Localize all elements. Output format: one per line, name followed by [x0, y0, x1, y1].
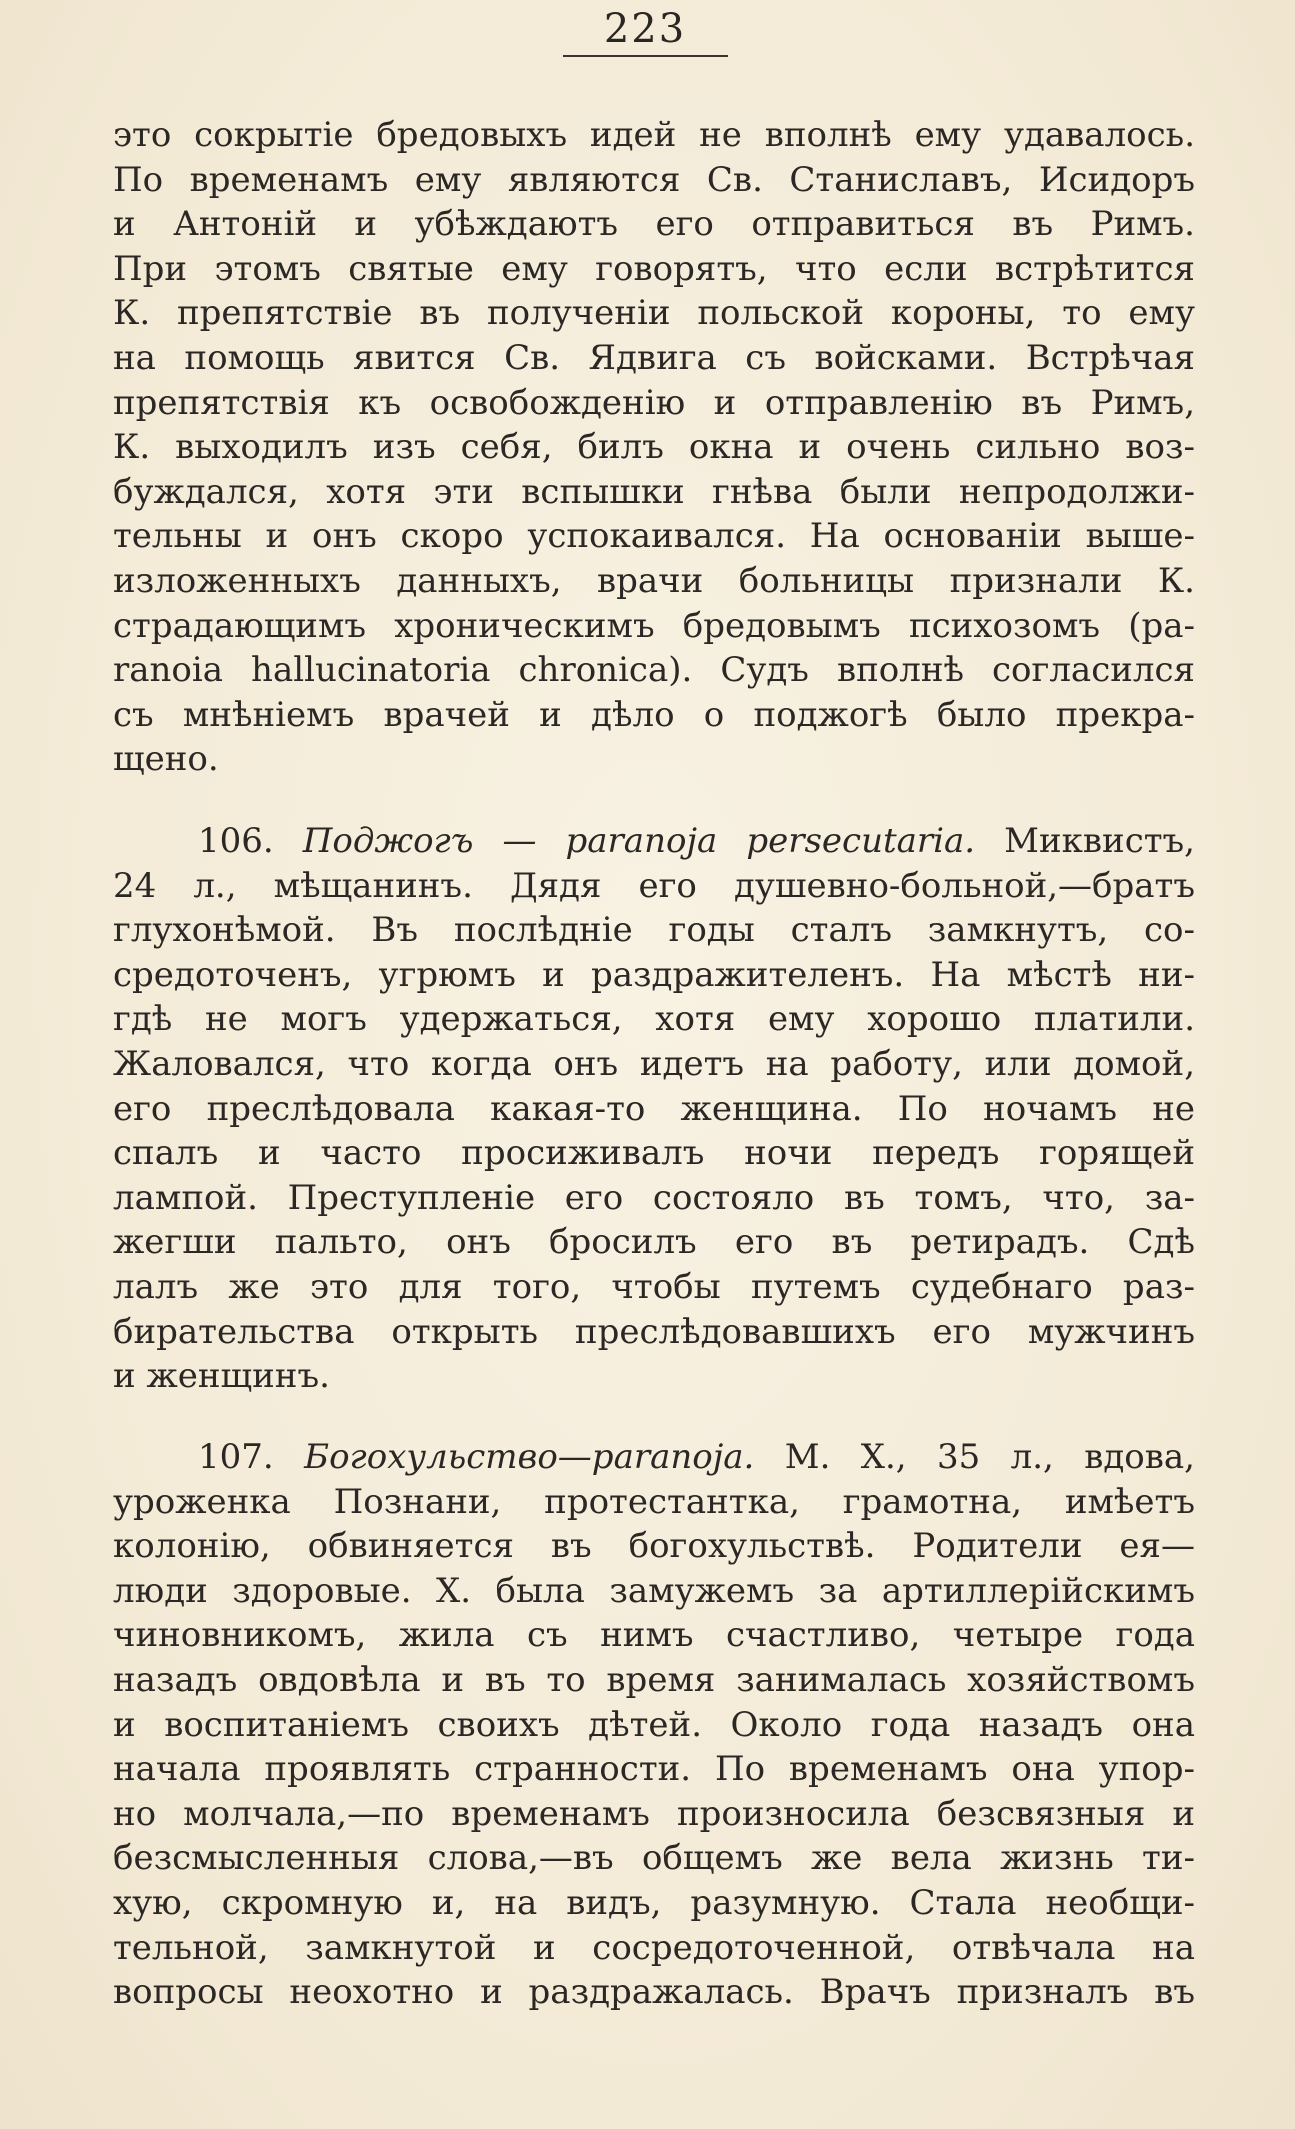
- text-line: вопросы неохотно и раздражалась. Врачъ призналъ въ: [113, 1972, 1195, 2013]
- text-line: тельны и онъ скоро успокаивался. На основаніи выше-: [113, 516, 1195, 557]
- text-line: и женщинъ.: [113, 1356, 330, 1397]
- text-line: бирательства открыть преслѣдовавшихъ его мужчинъ: [113, 1311, 1195, 1352]
- text-line: на помощь явится Св. Ядвига съ войсками. Встрѣчая: [113, 337, 1195, 378]
- paragraph-continuation: [113, 113, 1195, 782]
- text-line: спалъ и часто просиживалъ ночи передъ горящей: [113, 1133, 1195, 1174]
- text-line: изложенныхъ данныхъ, врачи больницы признали К.: [113, 560, 1195, 601]
- text-line: хую, скромную и, на видъ, разумную. Стала необщи-: [113, 1882, 1195, 1923]
- text-line: 24 л., мѣщанинъ. Дядя его душевно-больной,—братъ: [113, 865, 1195, 906]
- case-106-paragraph: [113, 819, 1195, 1399]
- text-line: чиновникомъ, жила съ нимъ счастливо, четыре года: [113, 1615, 1195, 1656]
- text-line: гдѣ не могъ удержаться, хотя ему хорошо платили.: [113, 999, 1195, 1040]
- page-number-rule: [563, 55, 728, 57]
- case-number: 106.: [198, 821, 274, 861]
- text-line: Жаловался, что когда онъ идетъ на работу, или домой,: [113, 1043, 1195, 1084]
- text-line: ranoia hallucinatoria chronica). Судъ вполнѣ согласился: [113, 650, 1195, 691]
- text-line: съ мнѣніемъ врачей и дѣло о поджогѣ было прекра-: [113, 694, 1195, 735]
- text-line: начала проявлять странности. По временамъ она упор-: [113, 1749, 1195, 1790]
- text-line: это сокрытіе бредовыхъ идей не вполнѣ ему удавалось.: [113, 115, 1195, 155]
- case-title: Поджогъ — paranoja persecutaria.: [302, 821, 976, 861]
- case-106-heading-line: [113, 819, 1195, 864]
- text-line: жегши пальто, онъ бросилъ его въ ретирадъ. Сдѣ: [113, 1222, 1195, 1263]
- text-line: люди здоровые. Х. была замужемъ за артиллерійскимъ: [113, 1570, 1195, 1611]
- text-line: тельной, замкнутой и сосредоточенной, отвѣчала на: [113, 1927, 1195, 1968]
- case-107-heading-line: [113, 1435, 1195, 1480]
- text-line: но молчала,—по временамъ произносила безсвязныя и: [113, 1793, 1195, 1834]
- text-line: препятствія къ освобожденію и отправленію въ Римъ,: [113, 382, 1195, 423]
- page-number: 223: [603, 6, 687, 52]
- text-line: лалъ же это для того, чтобы путемъ судебнаго раз-: [113, 1266, 1195, 1307]
- text-line: К. выходилъ изъ себя, билъ окна и очень сильно воз-: [113, 427, 1195, 468]
- text-line: страдающимъ хроническимъ бредовымъ психозомъ (pa-: [113, 605, 1195, 646]
- text-line: лампой. Преступленіе его состояло въ томъ, что, за-: [113, 1177, 1195, 1218]
- text-line: средоточенъ, угрюмъ и раздражителенъ. На мѣстѣ ни-: [113, 954, 1195, 995]
- text-line: уроженка Познани, протестантка, грамотна, имѣетъ: [113, 1481, 1195, 1522]
- text-line: щено.: [113, 739, 219, 780]
- text-line: буждался, хотя эти вспышки гнѣва были непродолжи-: [113, 471, 1195, 512]
- text-line: К. препятствіе въ полученіи польской короны, то ему: [113, 293, 1195, 334]
- case-heading-rest: М. Х., 35 л., вдова,: [784, 1437, 1195, 1477]
- text-line: колонію, обвиняется въ богохульствѣ. Родители ея—: [113, 1526, 1195, 1567]
- text-line: При этомъ святые ему говорятъ, что если встрѣтится: [113, 248, 1195, 289]
- text-line: и Антоній и убѣждаютъ его отправиться въ Римъ.: [113, 204, 1195, 245]
- case-title: Богохульство—paranoja.: [304, 1437, 755, 1477]
- case-number: 107.: [198, 1437, 274, 1477]
- case-heading-rest: Миквистъ,: [1004, 821, 1195, 861]
- text-line: и воспитаніемъ своихъ дѣтей. Около года назадъ она: [113, 1704, 1195, 1745]
- text-line: безсмысленныя слова,—въ общемъ же вела жизнь ти-: [113, 1838, 1195, 1879]
- text-line: По временамъ ему являются Св. Станиславъ, Исидоръ: [113, 159, 1195, 200]
- case-107-paragraph: [113, 1435, 1195, 2015]
- text-line: его преслѣдовала какая-то женщина. По ночамъ не: [113, 1088, 1195, 1129]
- text-line: назадъ овдовѣла и въ то время занималась хозяйствомъ: [113, 1659, 1195, 1700]
- text-line: глухонѣмой. Въ послѣдніе годы сталъ замкнутъ, со-: [113, 910, 1195, 951]
